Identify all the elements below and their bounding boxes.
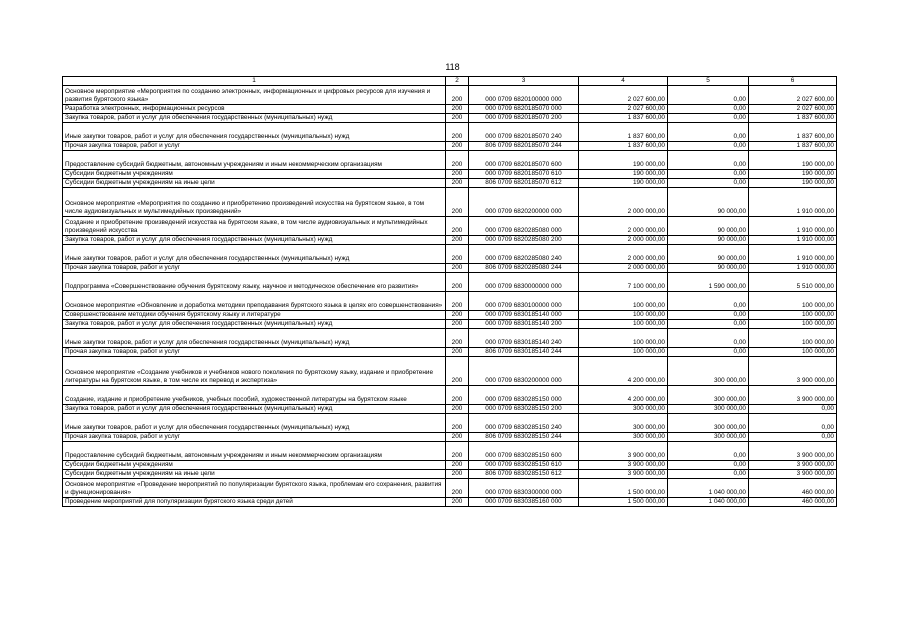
row-amount: 4 200 000,00 (579, 386, 668, 405)
row-classifier-code: 000 0709 6830000000 000 (469, 273, 579, 292)
row-total: 0,00 (749, 414, 837, 433)
table-row (63, 442, 837, 461)
row-total: 1 910 000,00 (749, 188, 837, 217)
row-total: 1 910 000,00 (749, 264, 837, 273)
row-total: 190 000,00 (749, 179, 837, 188)
row-total: 100 000,00 (749, 329, 837, 348)
row-total: 190 000,00 (749, 170, 837, 179)
row-classifier-code: 000 0709 6820185070 000 (469, 105, 579, 114)
row-total: 3 900 000,00 (749, 386, 837, 405)
row-classifier-code: 000 0709 6820200000 000 (469, 188, 579, 217)
row-classifier-code: 000 0709 6820185070 200 (469, 114, 579, 123)
table-row (63, 114, 837, 123)
row-change: 300 000,00 (668, 386, 749, 405)
column-header: 5 (668, 77, 749, 86)
row-label: Совершенствование методики обучения бурятскому языку и литературе (63, 311, 446, 320)
row-total: 3 900 000,00 (749, 461, 837, 470)
row-label: Субсидии бюджетным учреждениям на иные цели (63, 470, 446, 479)
row-label: Иные закупки товаров, работ и услуг для обеспечения государственных (муниципальных) нужд (63, 123, 446, 142)
row-code: 200 (446, 217, 469, 236)
row-amount: 1 837 600,00 (579, 123, 668, 142)
row-classifier-code: 000 0709 6830185140 200 (469, 320, 579, 329)
row-total: 1 910 000,00 (749, 217, 837, 236)
row-amount: 2 027 600,00 (579, 105, 668, 114)
row-code: 200 (446, 357, 469, 386)
row-change: 0,00 (668, 86, 749, 105)
row-label: Создание и приобретение произведений искусства на бурятском языке, в том числе аудиовизуальных и мультимедийных произведений искусства (63, 217, 446, 236)
row-change: 300 000,00 (668, 405, 749, 414)
row-label: Подпрограмма «Совершенствование обучения бурятскому языку, научное и методическое обеспечение его развития» (63, 273, 446, 292)
row-label: Основное мероприятие «Мероприятия по созданию и приобретению произведений искусства на бурятском языке, в том числе аудиовизуальных и мультимедийных произведений» (63, 188, 446, 217)
row-classifier-code: 806 0709 6820185070 244 (469, 142, 579, 151)
row-total: 1 837 600,00 (749, 114, 837, 123)
row-total: 100 000,00 (749, 292, 837, 311)
table-row (63, 414, 837, 433)
table-row (63, 311, 837, 320)
row-label: Прочая закупка товаров, работ и услуг (63, 348, 446, 357)
row-amount: 300 000,00 (579, 414, 668, 433)
row-total: 460 000,00 (749, 498, 837, 507)
row-amount: 1 500 000,00 (579, 498, 668, 507)
table-row (63, 170, 837, 179)
row-change: 300 000,00 (668, 414, 749, 433)
row-total: 0,00 (749, 433, 837, 442)
row-code: 200 (446, 329, 469, 348)
column-header: 4 (579, 77, 668, 86)
column-header: 2 (446, 77, 469, 86)
row-amount: 300 000,00 (579, 433, 668, 442)
table-row (63, 86, 837, 105)
row-label: Предоставление субсидий бюджетным, автономным учреждениям и иным некоммерческим организациям (63, 442, 446, 461)
column-header: 3 (469, 77, 579, 86)
table-row (63, 217, 837, 236)
row-amount: 2 000 000,00 (579, 245, 668, 264)
row-amount: 100 000,00 (579, 329, 668, 348)
row-amount: 190 000,00 (579, 170, 668, 179)
row-code: 200 (446, 405, 469, 414)
row-code: 200 (446, 123, 469, 142)
row-change: 90 000,00 (668, 188, 749, 217)
row-amount: 190 000,00 (579, 151, 668, 170)
row-classifier-code: 000 0709 6830185140 240 (469, 329, 579, 348)
row-total: 3 900 000,00 (749, 357, 837, 386)
table-row (63, 320, 837, 329)
row-total: 0,00 (749, 405, 837, 414)
row-change: 90 000,00 (668, 245, 749, 264)
table-row (63, 386, 837, 405)
row-total: 1 910 000,00 (749, 236, 837, 245)
row-amount: 4 200 000,00 (579, 357, 668, 386)
row-total: 3 900 000,00 (749, 442, 837, 461)
row-change: 0,00 (668, 170, 749, 179)
row-label: Закупка товаров, работ и услуг для обеспечения государственных (муниципальных) нужд (63, 236, 446, 245)
column-header: 1 (63, 77, 446, 86)
row-code: 200 (446, 236, 469, 245)
row-code: 200 (446, 470, 469, 479)
row-classifier-code: 000 0709 6830100000 000 (469, 292, 579, 311)
table-row (63, 292, 837, 311)
table-row (63, 329, 837, 348)
row-label: Субсидии бюджетным учреждениям (63, 461, 446, 470)
row-total: 100 000,00 (749, 320, 837, 329)
row-amount: 100 000,00 (579, 348, 668, 357)
row-change: 0,00 (668, 292, 749, 311)
row-classifier-code: 806 0709 6820185070 612 (469, 179, 579, 188)
row-amount: 1 837 600,00 (579, 114, 668, 123)
row-code: 200 (446, 320, 469, 329)
row-classifier-code: 000 0709 6830285150 600 (469, 442, 579, 461)
row-code: 200 (446, 264, 469, 273)
row-code: 200 (446, 442, 469, 461)
row-change: 0,00 (668, 151, 749, 170)
row-label: Субсидии бюджетным учреждениям на иные цели (63, 179, 446, 188)
row-label: Предоставление субсидий бюджетным, автономным учреждениям и иным некоммерческим организациям (63, 151, 446, 170)
row-change: 0,00 (668, 470, 749, 479)
row-amount: 190 000,00 (579, 179, 668, 188)
row-change: 0,00 (668, 320, 749, 329)
column-header: 6 (749, 77, 837, 86)
row-code: 200 (446, 273, 469, 292)
row-code: 200 (446, 479, 469, 498)
row-amount: 1 500 000,00 (579, 479, 668, 498)
row-classifier-code: 000 0709 6830285150 000 (469, 386, 579, 405)
row-classifier-code: 000 0709 6820285080 240 (469, 245, 579, 264)
row-label: Иные закупки товаров, работ и услуг для обеспечения государственных (муниципальных) нужд (63, 329, 446, 348)
row-classifier-code: 000 0709 6820185070 610 (469, 170, 579, 179)
row-code: 200 (446, 188, 469, 217)
table-row (63, 348, 837, 357)
table-row (63, 357, 837, 386)
row-change: 90 000,00 (668, 236, 749, 245)
row-amount: 3 900 000,00 (579, 442, 668, 461)
row-classifier-code: 000 0709 6830385160 000 (469, 498, 579, 507)
row-change: 0,00 (668, 114, 749, 123)
row-amount: 100 000,00 (579, 311, 668, 320)
row-total: 1 837 600,00 (749, 123, 837, 142)
table-row (63, 273, 837, 292)
row-code: 200 (446, 461, 469, 470)
table-row (63, 151, 837, 170)
table-row (63, 479, 837, 498)
row-change: 0,00 (668, 442, 749, 461)
row-amount: 100 000,00 (579, 292, 668, 311)
row-code: 200 (446, 433, 469, 442)
row-code: 200 (446, 386, 469, 405)
row-amount: 3 900 000,00 (579, 461, 668, 470)
budget-table (62, 76, 837, 507)
row-change: 0,00 (668, 105, 749, 114)
row-classifier-code: 000 0709 6830200000 000 (469, 357, 579, 386)
row-amount: 3 900 000,00 (579, 470, 668, 479)
row-classifier-code: 000 0709 6820185070 240 (469, 123, 579, 142)
row-classifier-code: 000 0709 6830185140 000 (469, 311, 579, 320)
row-total: 100 000,00 (749, 348, 837, 357)
row-change: 90 000,00 (668, 217, 749, 236)
table-row (63, 105, 837, 114)
row-code: 200 (446, 86, 469, 105)
row-amount: 2 027 600,00 (579, 86, 668, 105)
row-change: 0,00 (668, 123, 749, 142)
row-change: 300 000,00 (668, 433, 749, 442)
row-classifier-code: 000 0709 6830285150 610 (469, 461, 579, 470)
row-code: 200 (446, 170, 469, 179)
row-label: Прочая закупка товаров, работ и услуг (63, 433, 446, 442)
row-code: 200 (446, 498, 469, 507)
row-amount: 300 000,00 (579, 405, 668, 414)
row-total: 2 027 600,00 (749, 86, 837, 105)
row-code: 200 (446, 414, 469, 433)
row-label: Иные закупки товаров, работ и услуг для обеспечения государственных (муниципальных) нужд (63, 245, 446, 264)
row-change: 1 040 000,00 (668, 479, 749, 498)
row-classifier-code: 000 0709 6830285150 200 (469, 405, 579, 414)
table-row (63, 498, 837, 507)
row-label: Прочая закупка товаров, работ и услуг (63, 264, 446, 273)
row-amount: 100 000,00 (579, 320, 668, 329)
row-classifier-code: 000 0709 6820285080 000 (469, 217, 579, 236)
row-label: Разработка электронных, информационных ресурсов (63, 105, 446, 114)
row-change: 300 000,00 (668, 357, 749, 386)
row-change: 1 590 000,00 (668, 273, 749, 292)
table-row (63, 142, 837, 151)
row-amount: 2 000 000,00 (579, 188, 668, 217)
row-amount: 1 837 600,00 (579, 142, 668, 151)
row-total: 2 027 600,00 (749, 105, 837, 114)
row-label: Закупка товаров, работ и услуг для обеспечения государственных (муниципальных) нужд (63, 405, 446, 414)
row-classifier-code: 806 0709 6830185140 244 (469, 348, 579, 357)
row-amount: 2 000 000,00 (579, 217, 668, 236)
row-code: 200 (446, 179, 469, 188)
row-label: Закупка товаров, работ и услуг для обеспечения государственных (муниципальных) нужд (63, 114, 446, 123)
table-row (63, 461, 837, 470)
table-row (63, 433, 837, 442)
row-label: Основное мероприятие «Проведение мероприятий по популяризации бурятского языка, проблемам его сохранения, развития и функционирования» (63, 479, 446, 498)
row-total: 3 900 000,00 (749, 470, 837, 479)
table-row (63, 405, 837, 414)
row-amount: 2 000 000,00 (579, 264, 668, 273)
table-row (63, 245, 837, 264)
row-classifier-code: 000 0709 6830300000 000 (469, 479, 579, 498)
row-label: Субсидии бюджетным учреждениям (63, 170, 446, 179)
row-change: 0,00 (668, 311, 749, 320)
row-code: 200 (446, 311, 469, 320)
row-classifier-code: 000 0709 6820285080 200 (469, 236, 579, 245)
row-total: 5 510 000,00 (749, 273, 837, 292)
row-label: Прочая закупка товаров, работ и услуг (63, 142, 446, 151)
row-total: 190 000,00 (749, 151, 837, 170)
row-total: 1 910 000,00 (749, 245, 837, 264)
table-row (63, 264, 837, 273)
row-classifier-code: 806 0709 6830285150 612 (469, 470, 579, 479)
row-total: 100 000,00 (749, 311, 837, 320)
row-change: 0,00 (668, 348, 749, 357)
row-classifier-code: 000 0709 6830285150 240 (469, 414, 579, 433)
row-change: 0,00 (668, 461, 749, 470)
row-classifier-code: 000 0709 6820100000 000 (469, 86, 579, 105)
row-label: Основное мероприятие «Мероприятия по созданию электронных, информационных и цифровых ресурсов для изучения и развития бурятского языка» (63, 86, 446, 105)
table-row (63, 179, 837, 188)
row-code: 200 (446, 142, 469, 151)
row-code: 200 (446, 348, 469, 357)
row-label: Закупка товаров, работ и услуг для обеспечения государственных (муниципальных) нужд (63, 320, 446, 329)
table-row (63, 236, 837, 245)
row-label: Основное мероприятие «Обновление и доработка методики преподавания бурятского языка в целях его совершенствования» (63, 292, 446, 311)
row-change: 0,00 (668, 179, 749, 188)
row-total: 460 000,00 (749, 479, 837, 498)
row-label: Проведение мероприятий для популяризации бурятского языка среди детей (63, 498, 446, 507)
table-row (63, 188, 837, 217)
row-classifier-code: 806 0709 6830285150 244 (469, 433, 579, 442)
row-code: 200 (446, 151, 469, 170)
row-change: 90 000,00 (668, 264, 749, 273)
row-amount: 7 100 000,00 (579, 273, 668, 292)
row-classifier-code: 806 0709 6820285080 244 (469, 264, 579, 273)
row-change: 1 040 000,00 (668, 498, 749, 507)
table-row (63, 123, 837, 142)
row-change: 0,00 (668, 142, 749, 151)
row-total: 1 837 600,00 (749, 142, 837, 151)
row-amount: 2 000 000,00 (579, 236, 668, 245)
table-row (63, 470, 837, 479)
row-change: 0,00 (668, 329, 749, 348)
row-label: Основное мероприятие «Создание учебников и учебников нового поколения по бурятскому языку, издание и приобретение литературы на бурятском языке, в том числе их перевод и экспертиза» (63, 357, 446, 386)
row-code: 200 (446, 114, 469, 123)
row-label: Иные закупки товаров, работ и услуг для обеспечения государственных (муниципальных) нужд (63, 414, 446, 433)
page-number: 118 (445, 62, 460, 72)
row-code: 200 (446, 292, 469, 311)
row-code: 200 (446, 245, 469, 264)
row-classifier-code: 000 0709 6820185070 600 (469, 151, 579, 170)
column-number-row (63, 77, 837, 86)
row-label: Создание, издание и приобретение учебников, учебных пособий, художественной литературы на бурятском языке (63, 386, 446, 405)
row-code: 200 (446, 105, 469, 114)
